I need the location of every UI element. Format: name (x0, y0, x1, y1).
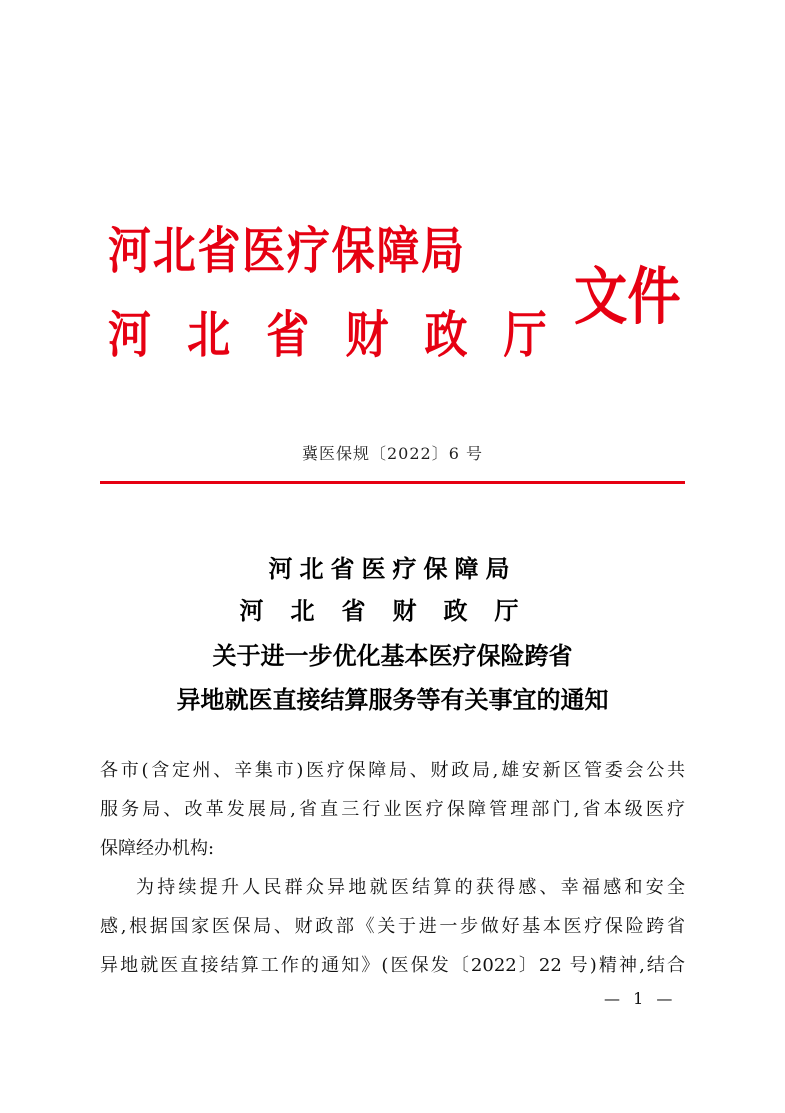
body-line: 为持续提升人民群众异地就医结算的获得感、幸福感和安全 (136, 877, 685, 898)
body-line: 感,根据国家医保局、财政部《关于进一步做好基本医疗保险跨省 (100, 916, 685, 937)
title-issuer-2: 河北省财政厅 (239, 597, 546, 625)
body-line: 各市(含定州、辛集市)医疗保障局、财政局,雄安新区管委会公共 (100, 760, 685, 781)
issuer-name-finance: 河北省财政厅 (108, 305, 583, 364)
title-issuer-1: 河北省医疗保障局 (268, 555, 517, 583)
red-divider-line (100, 481, 685, 484)
title-subject-line-2: 异地就医直接结算服务等有关事宜的通知 (176, 686, 609, 714)
document-number: 冀医保规〔2022〕6 号 (302, 444, 483, 463)
body-line: 异地就医直接结算工作的通知》(医保发〔2022〕22 号)精神,结合 (100, 955, 685, 976)
document-type-label: 文件 (574, 260, 681, 333)
page-number: — 1 — (604, 989, 677, 1008)
issuer-name-healthcare-security: 河北省医疗保障局 (108, 221, 466, 280)
body-line: 服务局、改革发展局,省直三行业医疗保障管理部门,省本级医疗 (100, 799, 685, 820)
body-line: 保障经办机构: (100, 838, 215, 859)
title-subject-line-1: 关于进一步优化基本医疗保险跨省 (212, 642, 573, 670)
